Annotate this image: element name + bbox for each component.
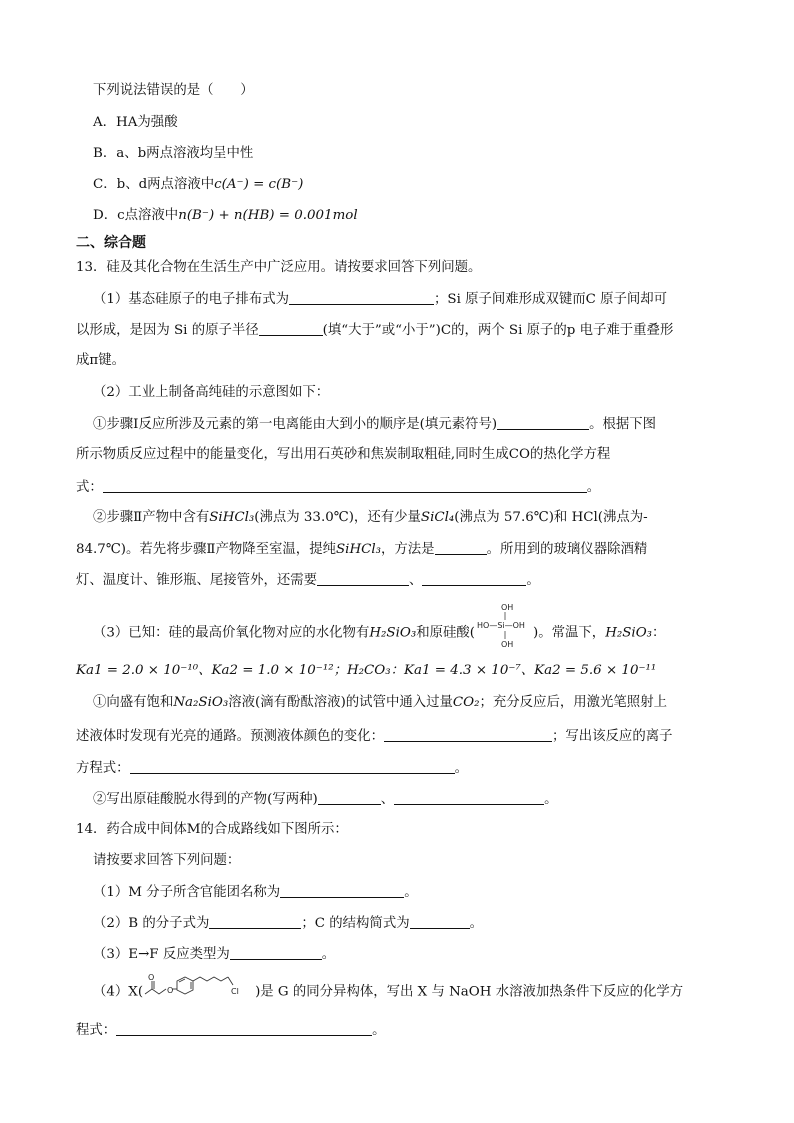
- q13-text: 。根据下图: [589, 417, 657, 432]
- q13-p2-2-line2: [76, 540, 726, 559]
- q13-p2-2-line3: [76, 571, 726, 590]
- q13-text: 灯、温度计、锥形瓶、尾接管外，还需要: [76, 573, 318, 588]
- section-title: 二、综合题: [76, 235, 146, 251]
- q13-p3-1-line3: [76, 759, 726, 778]
- q13-p2-1-line3: [76, 478, 726, 497]
- q13-text: ①步骤Ⅰ反应所涉及元素的第一电离能由大到小的顺序是(填元素符号): [93, 417, 498, 432]
- q12-option-d-formula: n(B⁻) + n(HB) = 0.001mol: [178, 208, 358, 223]
- q12-option-c: [93, 176, 743, 194]
- answer-blank[interactable]: [259, 321, 323, 336]
- q13-text: 。: [586, 480, 601, 495]
- q13-text: ，方法是: [381, 542, 435, 557]
- answer-blank[interactable]: [410, 914, 470, 929]
- q14-p4-line2: [76, 1021, 726, 1040]
- q14-p3: [93, 945, 743, 964]
- answer-blank[interactable]: [280, 883, 404, 898]
- x-chloro-label: Cl: [231, 987, 239, 996]
- x-ester-o: O: [167, 986, 174, 995]
- q14-stem: 14．药合成中间体M的合成路线如下图所示：: [76, 822, 348, 837]
- q13-p3-1-line1: [93, 694, 743, 712]
- formula: SiHCl₃: [209, 510, 255, 525]
- q13-p1-text: 以形成，是因为 Si 的原子半径: [76, 323, 259, 338]
- formula: CO₂: [452, 695, 480, 710]
- q13-text: ：: [652, 625, 666, 641]
- formula: H₂SiO₃: [369, 625, 417, 641]
- q14-text: 。: [469, 916, 483, 931]
- answer-blank[interactable]: [289, 290, 434, 305]
- q14-intro: 请按要求回答下列问题：: [93, 853, 241, 868]
- q12-option-b: B．a、b两点溶液均呈中性: [93, 146, 254, 161]
- answer-blank[interactable]: [435, 540, 487, 555]
- q13-text: 。所用到的玻璃仪器除酒精: [486, 542, 648, 557]
- q13-text: 。: [544, 792, 558, 807]
- x-carbonyl-o: O: [148, 973, 155, 982]
- q13-text: (沸点为 33.0℃)，还有少量: [254, 510, 421, 525]
- q13-text: 84.7℃)。若先将步骤Ⅱ产物降至室温，提纯: [76, 542, 336, 557]
- q13-text: 。: [454, 761, 468, 776]
- q14-p1: [93, 883, 743, 902]
- q13-text: 、: [380, 792, 395, 807]
- q13-text: 式：: [76, 480, 103, 495]
- q13-p2-1-line2: 所示物质反应过程中的能量变化，写出用石英砂和焦炭制取粗硅,同时生成CO的热化学方程: [76, 447, 611, 462]
- q14-text: 。: [321, 947, 336, 962]
- formula: SiCl₄: [420, 510, 455, 525]
- formula: Na₂SiO₃: [173, 695, 229, 710]
- q14-text: )是 G 的同分异构体，写出 X 与 NaOH 水溶液加热条件下反应的化学方: [255, 984, 684, 1000]
- answer-blank[interactable]: [103, 478, 587, 493]
- answer-blank[interactable]: [318, 790, 381, 805]
- q14-text: 。: [372, 1023, 386, 1038]
- q13-text: ①向盛有饱和: [93, 695, 174, 710]
- compound-x-structure: [143, 972, 255, 1002]
- q13-text: ②写出原硅酸脱水得到的产物(写两种): [93, 792, 318, 807]
- q13-text: 。: [526, 573, 540, 588]
- q12-stem: 下列说法错误的是（ ）: [93, 83, 254, 98]
- q13-text: 述液体时发现有光亮的通路。预测液体颜色的变化：: [76, 729, 384, 744]
- q13-text: )。常温下，: [533, 625, 606, 641]
- struct-oh-top: OH: [501, 603, 514, 612]
- q12-option-d-text: D．c点溶液中: [93, 208, 179, 223]
- struct-si-row: HO—Si—OH: [477, 621, 525, 630]
- q14-text: ；C 的结构简式为: [301, 916, 410, 931]
- q12-option-c-formula: c(A⁻) = c(B⁻): [214, 177, 304, 192]
- answer-blank[interactable]: [497, 415, 589, 430]
- orthosilicic-acid-structure: [475, 601, 533, 649]
- q14-text: （3）E→F 反应类型为: [93, 947, 230, 962]
- q13-stem: 13．硅及其化合物在生活生产中广泛应用。请按要求回答下列问题。: [76, 260, 482, 275]
- q14-text: 。: [404, 885, 418, 900]
- q13-p3-line1: [93, 603, 743, 649]
- q14-text: 程式：: [76, 1023, 117, 1038]
- q13-text: 方程式：: [76, 761, 130, 776]
- answer-blank[interactable]: [209, 914, 301, 929]
- answer-blank[interactable]: [317, 571, 409, 586]
- q13-p2-1-line1: [93, 415, 743, 434]
- q14-text: （4）X(: [93, 984, 144, 1000]
- answer-blank[interactable]: [394, 790, 544, 805]
- q13-text: ②步骤Ⅱ产物中含有: [93, 510, 210, 525]
- q13-text: (沸点为 57.6℃)和 HCl(沸点为-: [454, 510, 648, 525]
- q13-p2-2-line1: [93, 509, 743, 527]
- answer-blank[interactable]: [230, 945, 322, 960]
- q13-p1-line1: [93, 290, 743, 309]
- q12-option-a: A．HA为强酸: [93, 115, 178, 130]
- q13-p1-text: (填“大于”或“小于”)C的，两个 Si 原子的p 电子难于重叠形: [322, 323, 674, 338]
- q13-p2-head: （2）工业上制备高纯硅的示意图如下：: [93, 385, 330, 400]
- answer-blank[interactable]: [422, 571, 526, 586]
- q13-p3-1-line2: [76, 727, 726, 746]
- q13-p1-text: （1）基态硅原子的电子排布式为: [93, 292, 289, 307]
- q13-text: （3）已知：硅的最高价氧化物对应的水化物有: [93, 625, 370, 641]
- q13-p1-line3: 成π键。: [76, 353, 125, 368]
- q12-option-d: [93, 207, 743, 225]
- q14-p4-line1: [93, 973, 743, 1002]
- q13-p3-ka-values: Ka1 = 2.0 × 10⁻¹⁰、Ka2 = 1.0 × 10⁻¹²；H₂CO₃：Ka1 = 4.3 × 10⁻⁷、Ka2 = 5.6 × 10⁻¹¹: [76, 663, 657, 678]
- formula: SiHCl₃: [335, 542, 382, 557]
- q14-p2: [93, 914, 743, 933]
- struct-oh-bottom: OH: [501, 640, 514, 649]
- q13-p3-2: [93, 790, 743, 809]
- q12-option-c-text: C．b、d两点溶液中: [93, 177, 215, 192]
- formula: H₂SiO₃: [605, 625, 653, 641]
- q13-text: ；写出该反应的离子: [551, 729, 673, 744]
- q13-text: ；充分反应后，用激光笔照射上: [479, 695, 667, 710]
- q13-text: 和原硅酸(: [416, 625, 475, 641]
- q14-text: （1）M 分子所含官能团名称为: [93, 885, 281, 900]
- answer-blank[interactable]: [116, 1021, 372, 1036]
- q13-text: 、: [409, 573, 423, 588]
- q13-p1-text: ；Si 原子间难形成双键而C 原子间却可: [434, 292, 668, 307]
- q14-text: （2）B 的分子式为: [93, 916, 210, 931]
- answer-blank[interactable]: [384, 727, 552, 742]
- q13-text: 溶液(滴有酚酞溶液)的试管中通入过量: [228, 695, 453, 710]
- answer-blank[interactable]: [130, 759, 455, 774]
- q13-p1-line2: [76, 321, 726, 340]
